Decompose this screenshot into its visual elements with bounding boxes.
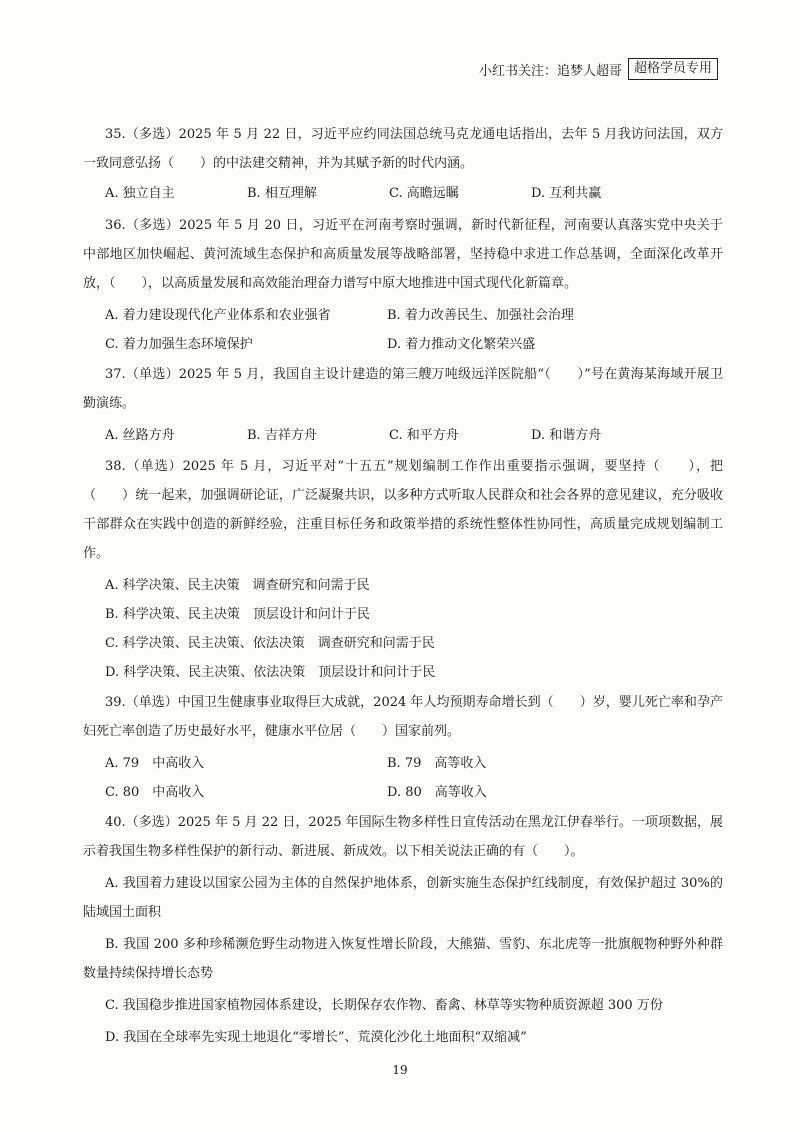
option-b: B. 79 高等收入 (387, 756, 487, 771)
option-a: A. 79 中高收入 (105, 756, 205, 771)
options (105, 423, 723, 449)
option-d: D. 互利共赢 (531, 186, 602, 201)
question-stem: 40.（多选）2025 年 5 月 22 日，2025 年国际生物多样性日宣传活动在黑龙江伊春举行。一项项数据，展示着我国生物多样性保护的新行动、新进展、新成效。以下相关说法正确的有（ ）。 (83, 815, 723, 859)
options (105, 749, 723, 807)
option-b: B. 相互理解 (247, 186, 317, 201)
option-a: A. 科学决策、民主决策 调查研究和问需于民 (105, 578, 370, 593)
question-list (83, 120, 723, 1055)
header-badge: 超格学员专用 (628, 58, 718, 80)
option-c: C. 高瞻远瞩 (389, 186, 459, 201)
option-d: D. 和谐方舟 (531, 428, 602, 443)
question-39 (83, 688, 723, 807)
question-stem: 38.（单选）2025 年 5 月，习近平对“十五五”规划编制工作作出重要指示强调，要坚持（ ），把（ ）统一起来，加强调研论证，广泛凝聚共识，以多种方式听取人民群众和社会各界的意见建议，充分吸收干部群众在实践中创造的新鲜经验，注重目标任务和政策举措的系统性整体性协同性，高质量完成规划编制工作。 (83, 459, 723, 561)
options (105, 571, 723, 687)
option-a: A. 丝路方舟 (105, 428, 175, 443)
option-c: C. 和平方舟 (389, 428, 459, 443)
option-c: C. 科学决策、民主决策、依法决策 调查研究和问需于民 (105, 636, 435, 651)
question-35 (83, 120, 723, 207)
option-b: B. 科学决策、民主决策 顶层设计和问计于民 (105, 607, 370, 622)
option-a: A. 独立自主 (105, 186, 175, 201)
option-c: C. 80 中高收入 (105, 785, 205, 800)
option-b: B. 着力改善民生、加强社会治理 (387, 308, 574, 323)
question-stem: 39.（单选）中国卫生健康事业取得巨大成就，2024 年人均预期寿命增长到（ ）岁，婴儿死亡率和孕产妇死亡率创造了历史最好水平，健康水平位居（ ）国家前列。 (83, 695, 723, 739)
question-stem: 35.（多选）2025 年 5 月 22 日，习近平应约同法国总统马克龙通电话指出，去年 5 月我访问法国，双方一致同意弘扬（ ）的中法建交精神，并为其赋予新的时代内涵。 (83, 127, 723, 171)
option-b: B. 吉祥方舟 (247, 428, 317, 443)
option-d: D. 80 高等收入 (387, 785, 487, 800)
option-a: A. 着力建设现代化产业体系和农业强省 (105, 308, 331, 323)
question-38 (83, 452, 723, 687)
question-stem: 37.（单选）2025 年 5 月，我国自主设计建造的第三艘万吨级远洋医院船“（ ）”号在黄海某海域开展卫勤演练。 (83, 367, 723, 411)
options (105, 301, 723, 359)
option-a: A. 我国着力建设以国家公园为主体的自然保护地体系，创新实施生态保护红线制度，有效保护超过 30%的陆域国土面积 (83, 876, 723, 920)
header-note: 小红书关注：追梦人超哥 (478, 63, 622, 79)
option-d: D. 着力推动文化繁荣兴盛 (387, 337, 536, 352)
question-stem: 36.（多选）2025 年 5 月 20 日，习近平在河南考察时强调，新时代新征程，河南要认真落实党中央关于中部地区加快崛起、黄河流域生态保护和高质量发展等战略部署，坚持稳中求进工作总基调，全面深化改革开放，（ ），以高质量发展和高效能治理奋力谱写中原大地推进中国式现代化新篇章。 (83, 218, 723, 291)
page-number: 19 (392, 1063, 408, 1077)
question-40 (83, 808, 723, 1052)
option-c: C. 我国稳步推进国家植物园体系建设，长期保存农作物、畜禽、林草等实物种质资源超 300 万份 (105, 998, 663, 1013)
option-d: D. 科学决策、民主决策、依法决策 顶层设计和问计于民 (105, 665, 436, 680)
options (83, 869, 723, 1052)
options (105, 181, 723, 207)
option-d: D. 我国在全球率先实现土地退化“零增长”、荒漠化沙化土地面积“双缩减” (105, 1030, 527, 1045)
page-header (479, 58, 718, 80)
option-c: C. 着力加强生态环境保护 (105, 337, 253, 352)
question-37 (83, 360, 723, 449)
question-36 (83, 211, 723, 359)
option-b: B. 我国 200 多种珍稀濒危野生动物进入恢复性增长阶段，大熊猫、雪豹、东北虎等一批旗舰物种野外种群数量持续保持增长态势 (83, 937, 723, 981)
